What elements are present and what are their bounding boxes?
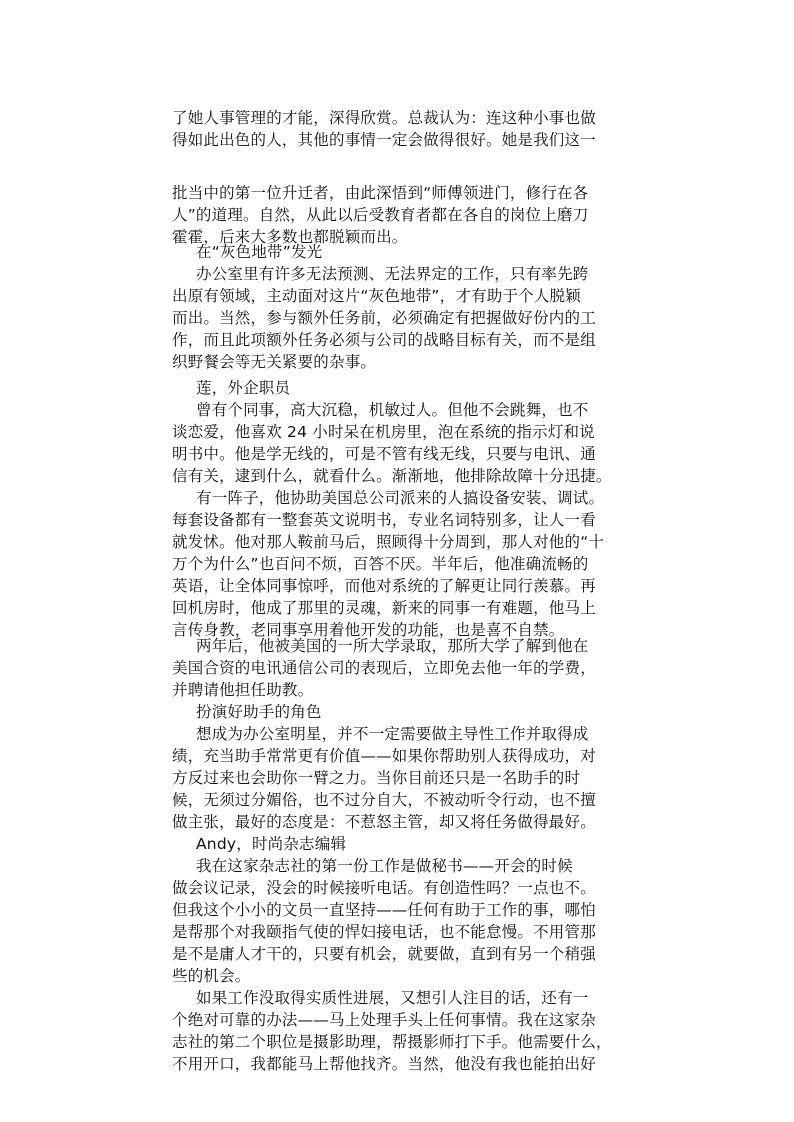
text-line: 明书中。他是学无线的，可是不管有线无线，只要与电讯、通 — [172, 445, 596, 463]
section-heading: 扮演好助手的角色 — [196, 703, 322, 721]
section-heading: Andy，时尚杂志编辑 — [196, 835, 347, 853]
text-line: 织野餐会等无关紧要的杂事。 — [172, 353, 377, 371]
text-line: 就发怵。他对那人鞍前马后，照顾得十分周到，那人对他的“十 — [172, 533, 605, 551]
text-line: 了她人事管理的才能，深得欣赏。总裁认为：连这种小事也做 — [172, 109, 596, 127]
text-line: 作，而且此项额外任务必须与公司的战略目标有关，而不是组 — [172, 331, 596, 349]
text-line: 是帮那个对我颐指气使的悍妇接电话，也不能怠慢。不用管那 — [172, 923, 596, 941]
text-line: 每套设备都有一整套英文说明书，专业名词特别多，让人一看 — [172, 511, 596, 529]
text-line: 绩，充当助手常常更有价值——如果你帮助别人获得成功，对 — [172, 747, 596, 765]
text-line: 批当中的第一位升迁者，由此深悟到“师傅领进门，修行在各 — [172, 184, 589, 202]
text-line: 候，无须过分媚俗，也不过分自大，不被动听令行动，也不擅 — [172, 791, 596, 809]
text-line: 信有关，逮到什么，就看什么。渐渐地，他排除故障十分迅捷。 — [172, 467, 612, 485]
text-line: 两年后，他被美国的一所大学录取，那所大学了解到他在 — [196, 637, 589, 655]
text-line: 美国合资的电讯通信公司的表现后，立即免去他一年的学费， — [172, 659, 596, 677]
text-line: 而出。当然，参与额外任务前，必须确定有把握做好份内的工 — [172, 309, 596, 327]
text-line: 霍霍，后来大多数也都脱颖而出。 — [172, 228, 408, 246]
section-heading: 莲，外企职员 — [196, 379, 291, 397]
text-line: 万个为什么”也百问不烦，百答不厌。半年后，他准确流畅的 — [172, 555, 589, 573]
text-line: 如果工作没取得实质性进展，又想引人注目的话，还有一 — [196, 989, 589, 1007]
text-line: 做主张，最好的态度是：不惹怒主管，却又将任务做得最好。 — [172, 813, 596, 831]
text-line: 有一阵子，他协助美国总公司派来的人搞设备安装、调试。 — [196, 489, 605, 507]
text-line: 谈恋爱，他喜欢 24 小时呆在机房里，泡在系统的指示灯和说 — [172, 423, 595, 441]
text-line: 方反过来也会助你一臂之力。当你目前还只是一名助手的时 — [172, 769, 581, 787]
text-line: 言传身教，老同事享用着他开发的功能，也是喜不自禁。 — [172, 621, 565, 639]
text-line: 想成为办公室明星，并不一定需要做主导性工作并取得成 — [196, 725, 589, 743]
text-line: 英语，让全体同事惊呼，而他对系统的了解更让同行羡慕。再 — [172, 577, 596, 595]
text-line: 曾有个同事，高大沉稳，机敏过人。但他不会跳舞，也不 — [196, 401, 589, 419]
text-line: 出原有领域，主动面对这片“灰色地带”，才有助于个人脱颖 — [172, 287, 581, 305]
text-line: 得如此出色的人，其他的事情一定会做得很好。她是我们这一 — [172, 131, 596, 149]
text-line: 些的机会。 — [172, 967, 251, 985]
text-line: 是不是庸人才干的，只要有机会，就要做，直到有另一个稍强 — [172, 945, 596, 963]
text-line: 个绝对可靠的办法——马上处理手头上任何事情。我在这家杂 — [172, 1011, 596, 1029]
text-line: 不用开口，我都能马上帮他找齐。当然，他没有我也能拍出好 — [172, 1055, 596, 1073]
text-line: 并聘请他担任助教。 — [172, 681, 314, 699]
text-line: 志社的第二个职位是摄影助理，帮摄影师打下手。他需要什么， — [172, 1033, 612, 1051]
text-line: 人”的道理。自然，从此以后受教育者都在各自的岗位上磨刀 — [172, 206, 589, 224]
text-line: 我在这家杂志社的第一份工作是做秘书——开会的时候 — [196, 857, 573, 875]
text-line: 办公室里有许多无法预测、无法界定的工作，只有率先跨 — [196, 265, 589, 283]
section-heading: 在“灰色地带”发光 — [196, 243, 323, 261]
text-line: 但我这个小小的文员一直坚持——任何有助于工作的事，哪怕 — [172, 901, 596, 919]
text-line: 回机房时，他成了那里的灵魂，新来的同事一有难题，他马上 — [172, 599, 596, 617]
text-line: 做会议记录，没会的时候接听电话。有创造性吗？一点也不。 — [172, 879, 596, 897]
